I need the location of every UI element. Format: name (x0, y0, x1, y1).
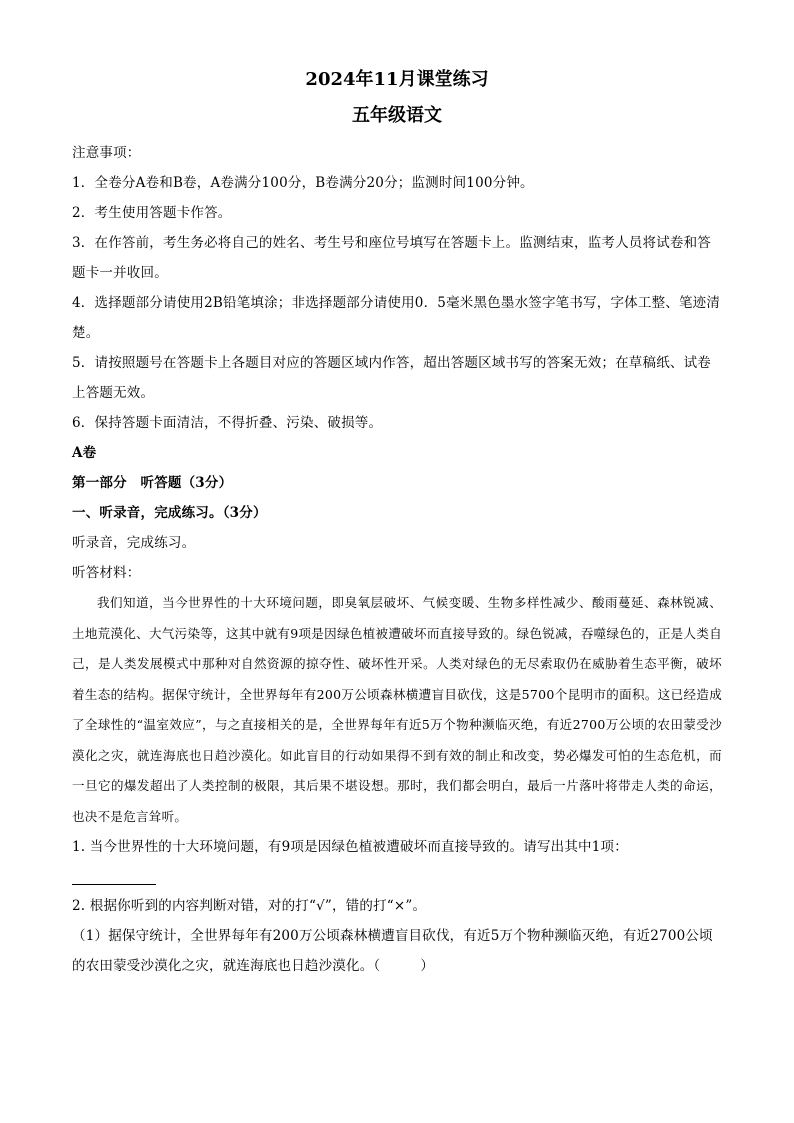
page-title: 2024年11月课堂练习 (305, 69, 489, 90)
notice-item-2: 2．考生使用答题卡作答。 (72, 205, 232, 221)
notice-item-3: 3．在作答前，考生务必将自己的姓名、考生号和座位号填写在答题卡上。监测结束，监考人员将试卷和答题卡一并收回。 (72, 235, 711, 281)
exam-page (72, 64, 722, 981)
part-heading: 第一部分 听答题（3分） (72, 475, 233, 491)
notice-item-4: 4．选择题部分请使用2B铅笔填涂；非选择题部分请使用0．5毫米黑色墨水签字笔书写，字体工整、笔迹清楚。 (72, 295, 721, 341)
volume-heading: A卷 (72, 445, 97, 461)
notice-item-6: 6．保持答题卡面清洁，不得折叠、污染、破损等。 (72, 415, 383, 431)
page-subtitle: 五年级语文 (352, 105, 442, 126)
question-1: 1. 当今世界性的十大环境问题，有9项是因绿色植被遭破坏而直接导致的。请写出其中1项： (72, 839, 628, 855)
question-2-1-text: （1）据保守统计，全世界每年有200万公顷森林横遭盲目砍伐，有近5万个物种濒临灭绝，有近2700公顷的农田蒙受沙漠化之灾，就连海底也日趋沙漠化。（ (72, 928, 713, 974)
notice-item-1: 1．全卷分A卷和B卷，A卷满分100分，B卷满分20分；监测时间100分钟。 (72, 175, 534, 191)
material-label: 听答材料： (72, 565, 141, 581)
notice-item-5: 5．请按照题号在答题卡上各题目对应的答题区域内作答，超出答题区域书写的答案无效；在草稿纸、试卷上答题无效。 (72, 355, 711, 401)
listening-instruction: 听录音，完成练习。 (72, 535, 196, 551)
listening-passage: 我们知道，当今世界性的十大环境问题，即臭氧层破坏、气候变暖、生物多样性减少、酸雨蔓延、森林锐减、土地荒漠化、大气污染等，这其中就有9项是因绿色植被遭破坏而直接导致的。绿色锐减，吞噬绿色的，正是人类自己，是人类发展模式中那种对自然资源的掠夺性、破坏性开采。人类对绿色的无尽索取仍在威胁着生态平衡，破坏着生态的结构。据保守统计，全世界每年有200万公顷森林横遭盲目砍伐，这是5700个昆明市的面积。这已经造成了全球性的“温室效应”，与之直接相关的是，全世界每年有近5万个物种濒临灭绝，有近2700万公顷的农田蒙受沙漠化之灾，就连海底也日趋沙漠化。如此盲目的行动如果得不到有效的制止和改变，势必爆发可怕的生态危机，而一旦它的爆发超出了人类控制的极限，其后果不堪设想。那时，我们都会明白，最后一片落叶将带走人类的命运，也决不是危言耸听。 (72, 595, 722, 824)
question-2: 2. 根据你听到的内容判断对错，对的打“√”，错的打“×”。 (72, 898, 427, 914)
notice-heading: 注意事项： (72, 145, 141, 161)
question-2-1 (72, 921, 722, 981)
question-group-title: 一、听录音，完成练习。（3分） (72, 505, 267, 521)
notice-section (72, 138, 722, 438)
answer-blank-line[interactable] (72, 870, 156, 885)
question-2-1-close: ） (420, 958, 435, 974)
